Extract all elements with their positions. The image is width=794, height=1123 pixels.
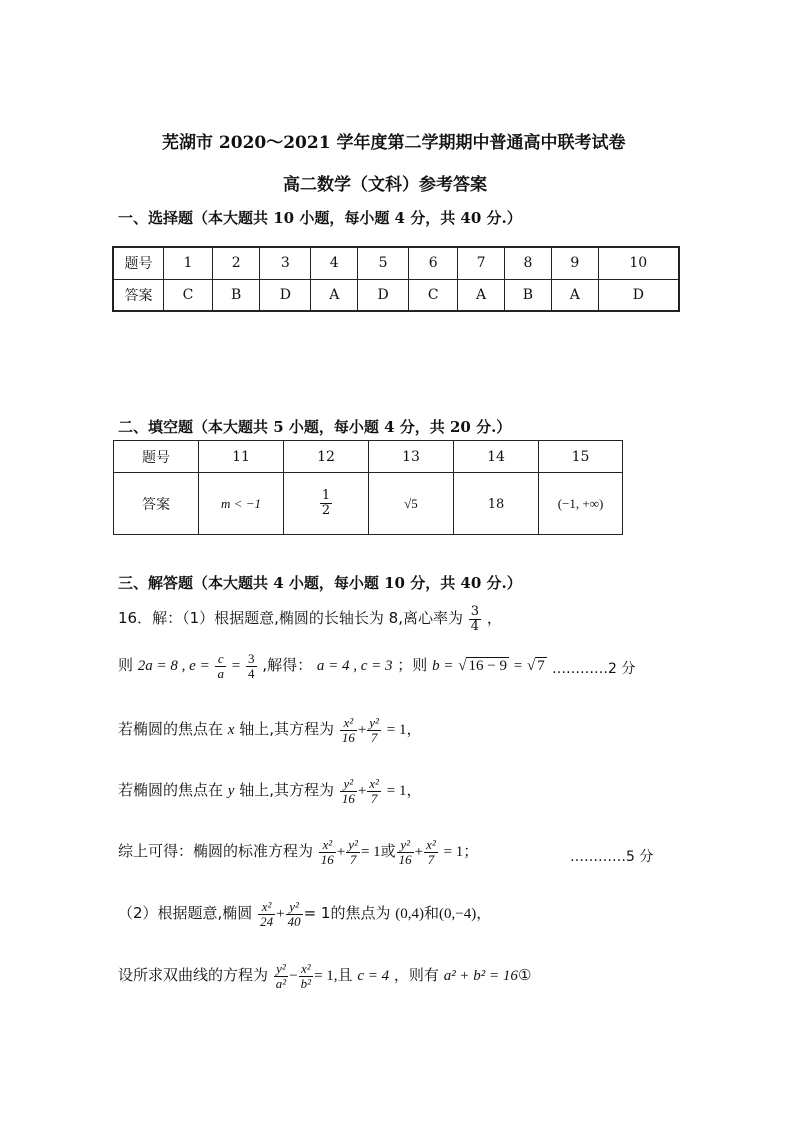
text: ,解得： — [262, 656, 313, 675]
solution-line-3: 若椭圆的焦点在 x 轴上,其方程为 $\frac{\text{x²}}{16}$ + $\frac{\text{y²}}{7}$ = 1， — [118, 715, 422, 745]
math: c = 4 — [357, 968, 390, 985]
fraction-denominator: 2 — [321, 503, 331, 518]
sqrt: √ 7 — [526, 658, 545, 675]
denominator: b² — [300, 975, 312, 991]
text: = 1的焦点为 — [303, 904, 391, 923]
numerator: x² — [426, 837, 436, 852]
table-row — [113, 247, 679, 279]
numerator: y² — [348, 837, 358, 852]
numerator: x² — [343, 715, 354, 730]
solution-line-4: 若椭圆的焦点在 y 轴上,其方程为 $\frac{\text{y²}}{16}$ + $\frac{\text{x²}}{7}$ = 1， — [118, 776, 422, 806]
table-cell — [199, 473, 284, 535]
table-cell: 15 — [539, 441, 623, 473]
math: = 1， — [386, 722, 422, 739]
fraction — [299, 962, 313, 990]
numerator: x² — [301, 961, 311, 976]
denominator: 7 — [346, 852, 360, 867]
text: （2）根据题意,椭圆 — [118, 904, 253, 923]
table-cell: 1 — [164, 247, 213, 279]
table-cell: 3 — [260, 247, 311, 279]
fraction — [319, 838, 336, 866]
score-marker: …………2 分 — [552, 661, 636, 677]
table-cell — [539, 473, 623, 535]
fraction — [367, 777, 381, 805]
numerator: x² — [369, 776, 379, 791]
sqrt: √ 16 − 9 — [458, 658, 507, 675]
text: 轴上,其方程为 — [239, 720, 335, 739]
math: = — [513, 658, 523, 675]
table-cell: D — [260, 279, 311, 311]
denominator: 4 — [248, 665, 255, 681]
solution-line-5: 综上可得：椭圆的标准方程为 $\frac{\text{x²}}{16}$ + $\frac{\text{y²}}{7}$ = 1或 $\frac{\text{y²}}{16}$ + $\frac{\text{x²}}{7}$ = 1； — [118, 837, 479, 867]
math: = 1； — [443, 844, 479, 861]
denominator: 7 — [367, 730, 381, 745]
fill-blank-answer-table — [113, 440, 623, 535]
fraction — [340, 716, 357, 744]
text: 设所求双曲线的方程为 — [118, 966, 269, 985]
fraction — [397, 838, 414, 866]
row-label: 答案 — [114, 473, 199, 535]
score-marker: …………5 分 — [570, 849, 654, 865]
fraction — [469, 605, 481, 633]
section1-heading: 一、选择题（本大题共 10 小题，每小题 4 分，共 40 分.） — [118, 209, 522, 227]
table-cell — [369, 473, 454, 535]
numerator: x² — [261, 899, 272, 914]
denominator: 16 — [398, 851, 412, 867]
equation-marker: ① — [517, 966, 532, 985]
math: x — [227, 722, 235, 739]
text: ， — [476, 904, 492, 923]
text: 若椭圆的焦点在 — [118, 720, 224, 739]
table-cell: 9 — [552, 247, 599, 279]
table-cell: B — [504, 279, 551, 311]
choice-answer-table — [112, 246, 680, 312]
table-cell: C — [409, 279, 458, 311]
table-cell: A — [311, 279, 358, 311]
fraction — [246, 652, 257, 680]
fraction — [274, 962, 288, 990]
numerator: 3 — [470, 604, 480, 619]
denominator: 24 — [260, 913, 274, 929]
fraction-numerator: 1 — [321, 488, 331, 504]
row-label: 题号 — [114, 441, 199, 473]
text: 则 — [118, 656, 134, 675]
radicand: 16 − 9 — [468, 658, 507, 675]
numerator: 3 — [248, 651, 255, 666]
fraction — [424, 838, 438, 866]
fraction — [340, 777, 357, 805]
text: ， — [486, 609, 502, 628]
fraction — [367, 716, 381, 744]
fraction — [258, 900, 275, 928]
text: 16．解：（1）根据题意,椭圆的长轴长为 8,离心率为 — [118, 609, 463, 628]
math: − — [289, 968, 298, 985]
answer-11: m < −1 — [221, 495, 261, 511]
numerator: c — [217, 651, 224, 666]
radicand: 7 — [537, 658, 545, 675]
numerator: y² — [400, 837, 410, 852]
fraction — [346, 838, 360, 866]
table-cell — [454, 473, 539, 535]
table-cell: 5 — [358, 247, 409, 279]
fraction — [286, 900, 303, 928]
text: 综上可得：椭圆的标准方程为 — [118, 842, 314, 861]
row-label: 题号 — [113, 247, 164, 279]
math: a = 4 , c = 3 — [316, 658, 393, 675]
solution-line-1 — [118, 605, 502, 633]
math: = 1或 — [360, 844, 396, 861]
table-cell: A — [552, 279, 599, 311]
table-cell: 14 — [454, 441, 539, 473]
table-cell: 8 — [504, 247, 551, 279]
math: = — [231, 658, 241, 675]
table-row — [114, 473, 623, 535]
row-label: 答案 — [113, 279, 164, 311]
text: ；则 — [397, 656, 428, 675]
table-cell: A — [458, 279, 505, 311]
solution-line-6: （2）根据题意,椭圆 $\frac{\text{x²}}{24}$ + $\frac{\text{y²}}{40}$ = 1的焦点为 (0,4)和(0,−4)， — [118, 899, 492, 929]
math: a² + b² = 16 — [443, 968, 518, 985]
table-cell: C — [164, 279, 213, 311]
denominator: 4 — [470, 618, 480, 634]
denominator: 16 — [320, 851, 334, 867]
math: (0,4) — [395, 906, 424, 923]
section3-heading: 三、解答题（本大题共 4 小题，每小题 10 分，共 40 分.） — [118, 574, 522, 592]
section2-heading: 二、填空题（本大题共 5 小题，每小题 4 分，共 20 分.） — [118, 418, 512, 436]
table-cell: 10 — [598, 247, 679, 279]
text: 轴上,其方程为 — [239, 781, 335, 800]
text: ，则有 — [393, 966, 439, 985]
denominator: a² — [275, 975, 287, 991]
table-cell: D — [358, 279, 409, 311]
table-cell: 11 — [199, 441, 284, 473]
denominator: 40 — [287, 913, 301, 929]
numerator: y² — [343, 776, 354, 791]
numerator: x² — [322, 837, 333, 852]
answer-key-subtitle: 高二数学（文科）参考答案 — [283, 175, 487, 195]
numerator: y² — [276, 961, 286, 976]
table-cell: B — [213, 279, 260, 311]
table-cell: 12 — [284, 441, 369, 473]
exam-title: 芜湖市 2020～2021 学年度第二学期期中普通高中联考试卷 — [162, 133, 626, 153]
table-row — [113, 279, 679, 311]
math: = 1， — [386, 783, 422, 800]
answer-12 — [320, 489, 332, 517]
table-cell: 2 — [213, 247, 260, 279]
denominator: 7 — [424, 852, 438, 867]
text: 若椭圆的焦点在 — [118, 781, 224, 800]
math: b = — [432, 658, 454, 675]
math: (0,−4) — [439, 906, 477, 923]
answer-13: √5 — [404, 495, 418, 511]
table-cell: 7 — [458, 247, 505, 279]
math: y — [227, 783, 235, 800]
table-cell — [284, 473, 369, 535]
math: = 1,且 — [314, 968, 353, 985]
denominator: a — [217, 665, 224, 681]
denominator: 7 — [367, 791, 381, 806]
table-cell: 4 — [311, 247, 358, 279]
answer-14: 18 — [487, 496, 505, 512]
denominator: 16 — [341, 790, 355, 806]
solution-line-7 — [118, 962, 531, 990]
solution-line-2 — [118, 652, 547, 680]
math: 2a = 8 , e = — [137, 658, 210, 675]
numerator: y² — [289, 899, 299, 914]
table-row — [114, 441, 623, 473]
table-cell: 6 — [409, 247, 458, 279]
text: 和 — [423, 904, 439, 923]
table-cell: D — [598, 279, 679, 311]
fraction — [215, 652, 226, 680]
table-cell: 13 — [369, 441, 454, 473]
numerator: y² — [369, 715, 379, 730]
denominator: 16 — [341, 729, 355, 745]
answer-15: (−1, +∞) — [557, 495, 604, 511]
